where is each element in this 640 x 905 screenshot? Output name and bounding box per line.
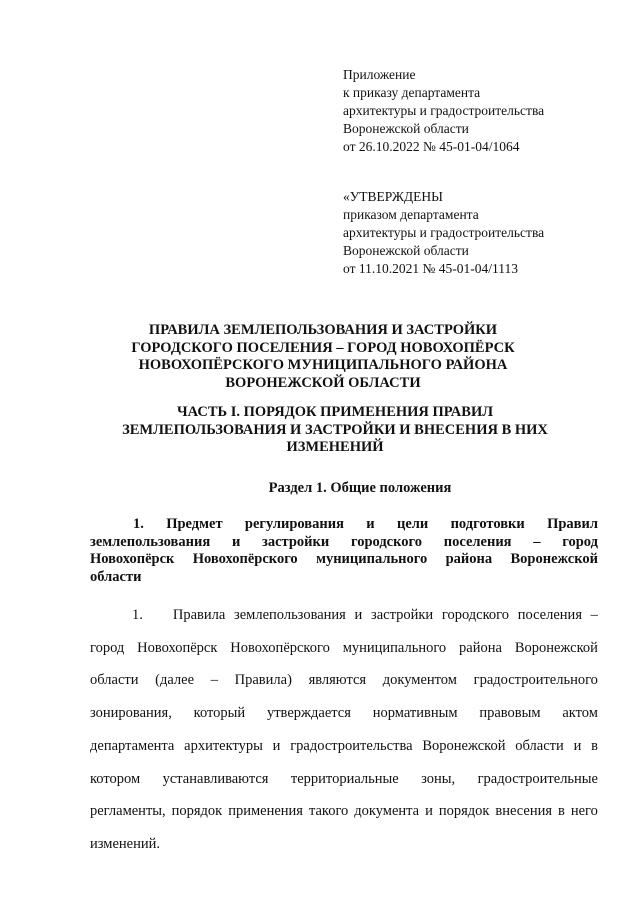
word: Воронежской xyxy=(514,639,598,656)
paragraph-number: 1. xyxy=(132,607,143,623)
word: застройки xyxy=(262,533,330,550)
word: и xyxy=(366,516,375,532)
word: котором xyxy=(90,770,141,787)
word: который xyxy=(193,705,246,722)
paragraph-line-words xyxy=(173,599,598,632)
word: и xyxy=(425,803,433,820)
word: город xyxy=(90,639,125,656)
part-heading xyxy=(100,404,570,457)
word: и xyxy=(573,737,582,754)
line-text: изменений. xyxy=(90,835,160,852)
approved-line: архитектуры и градостроительства xyxy=(343,225,545,240)
word: актом xyxy=(562,705,598,722)
word: городского xyxy=(441,607,510,623)
word: Новохопёрского xyxy=(230,639,330,656)
word: землепользования xyxy=(234,607,346,623)
word: муниципального xyxy=(316,551,428,567)
word: поселения xyxy=(443,533,512,550)
word: района xyxy=(459,639,502,656)
word: являются xyxy=(308,672,367,689)
word: Воронежской xyxy=(510,551,598,567)
word: 1. xyxy=(133,516,144,532)
word: Новохопёрского xyxy=(192,551,298,567)
word: в xyxy=(558,803,565,820)
word: территориальные xyxy=(290,770,399,787)
part-line: ИЗМЕНЕНИЙ xyxy=(286,439,384,455)
word: муниципального xyxy=(342,639,447,656)
word: Новохопёрск xyxy=(137,639,218,656)
word: документом xyxy=(382,672,457,689)
approved-line: Воронежской области xyxy=(343,243,469,258)
article-line xyxy=(90,516,598,534)
approved-line: «УТВЕРЖДЕНЫ xyxy=(343,189,443,204)
word: области xyxy=(515,737,564,754)
paragraph-line xyxy=(90,664,598,697)
paragraph-line xyxy=(90,697,598,730)
word: него xyxy=(570,803,598,820)
word: порядок xyxy=(438,803,490,820)
word: Правил xyxy=(547,516,598,532)
section-heading: Раздел 1. Общие положения xyxy=(268,480,452,496)
word: зонирования, xyxy=(90,705,172,722)
article-line xyxy=(90,534,598,552)
word: регламенты, xyxy=(90,803,166,820)
word: устанавливаются xyxy=(162,770,269,787)
appendix-line: к приказу департамента xyxy=(343,85,481,100)
appendix-date-number: от 26.10.2022 № 45-01-04/1064 xyxy=(343,139,520,154)
approved-line: приказом департамента xyxy=(343,207,479,222)
word: подготовки xyxy=(450,516,525,532)
line-text: области xyxy=(90,568,142,585)
word: городского xyxy=(350,533,422,550)
word: поселения xyxy=(517,607,582,623)
word: области xyxy=(90,672,139,689)
paragraph-line xyxy=(90,828,598,861)
appendix-line: Воронежской области xyxy=(343,121,469,136)
appendix-line: Приложение xyxy=(343,67,416,82)
word: нормативным xyxy=(372,705,458,722)
word: зоны, xyxy=(421,770,456,787)
word: и xyxy=(272,737,281,754)
word: применения xyxy=(228,803,303,820)
document-title xyxy=(88,322,558,392)
paragraph-1 xyxy=(90,599,598,861)
approved-date-number: от 11.10.2021 № 45-01-04/1113 xyxy=(343,261,518,276)
word: района xyxy=(445,551,493,567)
article-line xyxy=(90,569,598,587)
paragraph-line xyxy=(90,632,598,665)
word: Воронежской xyxy=(422,737,506,754)
article-heading xyxy=(90,516,598,586)
word: утверждается xyxy=(266,705,351,722)
word: регулирования xyxy=(244,516,344,532)
word: землепользования xyxy=(90,533,211,550)
word: градостроительства xyxy=(290,737,413,754)
word: внесения xyxy=(495,803,553,820)
word: и xyxy=(231,533,241,550)
paragraph-line xyxy=(90,763,598,796)
word: – xyxy=(210,672,218,689)
title-line: ПРАВИЛА ЗЕМЛЕПОЛЬЗОВАНИЯ И ЗАСТРОЙКИ xyxy=(148,322,498,338)
word: градостроительного xyxy=(473,672,598,689)
title-line: НОВОХОПЁРСКОГО МУНИЦИПАЛЬНОГО РАЙОНА xyxy=(138,357,508,373)
word: градостроительные xyxy=(477,770,598,787)
word: Правила) xyxy=(234,672,292,689)
paragraph-line xyxy=(90,599,598,632)
word: порядок xyxy=(171,803,223,820)
title-line: ВОРОНЕЖСКОЙ ОБЛАСТИ xyxy=(225,374,421,391)
word: в xyxy=(591,737,598,754)
word: и xyxy=(354,607,363,623)
paragraph-line xyxy=(90,795,598,828)
part-line: ЧАСТЬ I. ПОРЯДОК ПРИМЕНЕНИЯ ПРАВИЛ xyxy=(176,404,494,420)
word: застройки xyxy=(371,607,434,623)
word: такого xyxy=(308,803,349,820)
appendix-line: архитектуры и градостроительства xyxy=(343,103,545,118)
word: документа xyxy=(354,803,420,820)
word: Правила xyxy=(172,607,226,623)
word: Предмет xyxy=(166,516,223,532)
word: – xyxy=(590,607,598,623)
article-line xyxy=(90,551,598,569)
approved-note xyxy=(343,188,544,278)
appendix-note xyxy=(343,66,544,156)
word: архитектуры xyxy=(184,737,263,754)
word: – xyxy=(533,533,541,550)
word: цели xyxy=(396,516,429,532)
title-line: ГОРОДСКОГО ПОСЕЛЕНИЯ – ГОРОД НОВОХОПЁРСК xyxy=(131,339,515,356)
word: (далее xyxy=(155,672,195,689)
word: Новохопёрск xyxy=(90,551,175,567)
word: город xyxy=(562,533,598,550)
word: департамента xyxy=(90,737,175,754)
paragraph-line xyxy=(90,730,598,763)
part-line: ЗЕМЛЕПОЛЬЗОВАНИЯ И ЗАСТРОЙКИ И ВНЕСЕНИЯ В НИХ xyxy=(122,421,548,438)
word: правовым xyxy=(479,705,541,722)
